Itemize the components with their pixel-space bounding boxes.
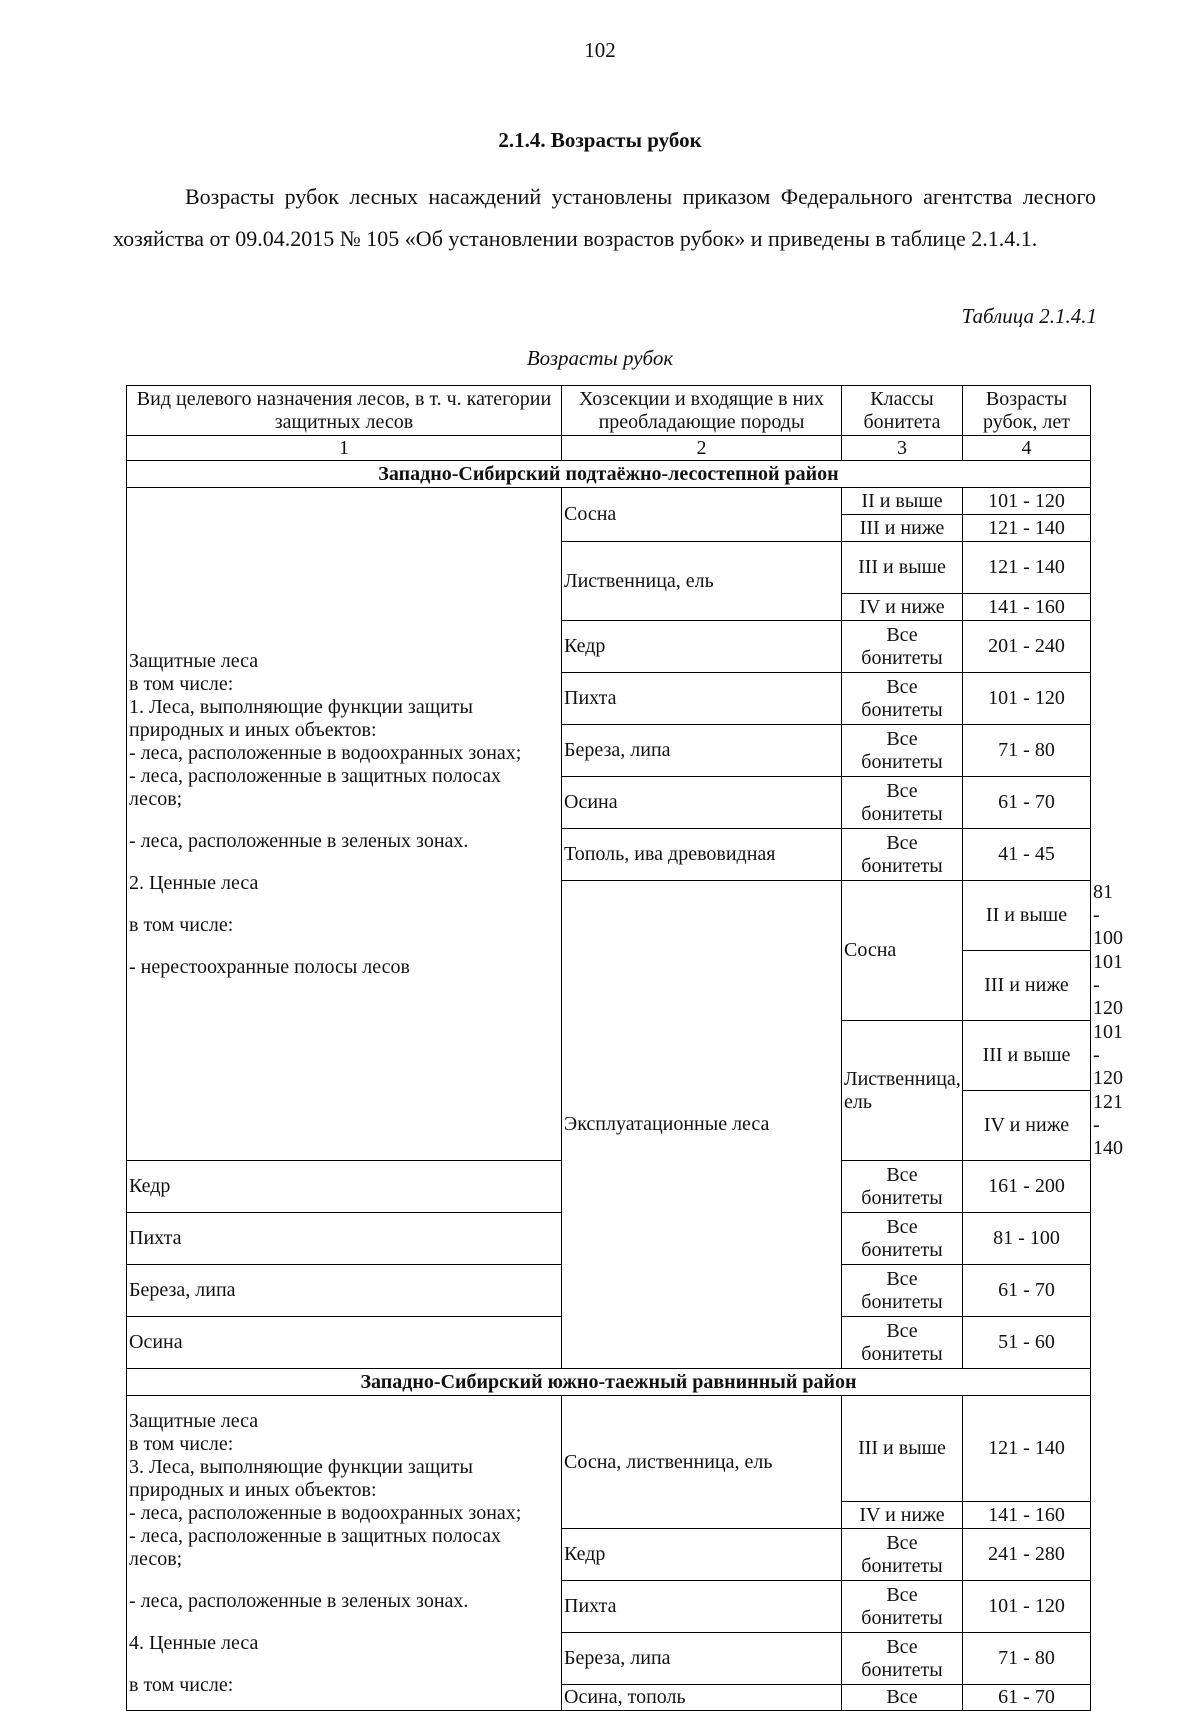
bonitet-cell: Все бонитеты bbox=[842, 673, 963, 725]
bonitet-cell: II и выше bbox=[963, 881, 1091, 951]
age-cell: 61 - 70 bbox=[963, 1685, 1091, 1711]
bonitet-cell: Все bbox=[842, 1685, 963, 1711]
forest-text-line: в том числе: bbox=[129, 914, 234, 936]
species-cell: Береза, липа bbox=[127, 1265, 562, 1317]
table-label: Таблица 2.1.4.1 bbox=[961, 304, 1097, 328]
forest-text-line: 3. Леса, выполняющие функции защиты природных и иных объектов: bbox=[129, 1455, 473, 1501]
region-title: Западно-Сибирский подтаёжно-лесостепной район bbox=[127, 461, 1091, 488]
age-cell: 71 - 80 bbox=[963, 725, 1091, 777]
age-cell: 201 - 240 bbox=[963, 621, 1091, 673]
bonitet-cell: Все бонитеты bbox=[842, 1317, 963, 1369]
section-title: 2.1.4. Возрасты рубок bbox=[498, 128, 702, 152]
table-row: Эксплуатационные леса Сосна II и выше 81 - 100 bbox=[127, 881, 1091, 951]
forest-text-line: 1. Леса, выполняющие функции защиты природных и иных объектов: bbox=[129, 696, 473, 741]
species-cell: Пихта bbox=[562, 673, 842, 725]
age-cell: 121 - 140 bbox=[963, 542, 1091, 594]
species-cell: Кедр bbox=[562, 1529, 842, 1581]
column-number-row bbox=[127, 436, 1091, 461]
bonitet-cell: Все бонитеты bbox=[842, 1633, 963, 1685]
bonitet-cell: Все бонитеты bbox=[842, 1161, 963, 1213]
species-cell: Пихта bbox=[127, 1213, 562, 1265]
exploitation-forests-cell: Эксплуатационные леса bbox=[562, 881, 842, 1369]
forest-text-line: в том числе: bbox=[129, 1673, 234, 1696]
cutting-age-table bbox=[126, 385, 1123, 1711]
age-cell: 141 - 160 bbox=[963, 1502, 1091, 1529]
protective-forests-cell bbox=[127, 1396, 562, 1711]
bonitet-cell: III и выше bbox=[842, 542, 963, 594]
bonitet-cell: Все бонитеты bbox=[842, 829, 963, 881]
age-cell: 121 - 140 bbox=[963, 515, 1091, 542]
bonitet-cell: IV и ниже bbox=[842, 1502, 963, 1529]
age-cell: 71 - 80 bbox=[963, 1633, 1091, 1685]
bonitet-cell: IV и ниже bbox=[963, 1091, 1091, 1161]
column-number: 3 bbox=[842, 436, 963, 461]
age-cell: 241 - 280 bbox=[963, 1529, 1091, 1581]
column-number: 2 bbox=[562, 436, 842, 461]
forest-text-line: - леса, расположенные в защитных полосах лесов; bbox=[129, 765, 501, 810]
table-caption: Возрасты рубок bbox=[526, 346, 674, 370]
species-cell: Осина, тополь bbox=[562, 1685, 842, 1711]
forest-text-line: - леса, расположенные в защитных полосах лесов; bbox=[129, 1524, 501, 1570]
bonitet-cell: Все бонитеты bbox=[842, 1529, 963, 1581]
bonitet-cell: III и ниже bbox=[963, 951, 1091, 1021]
region-title: Западно-Сибирский южно-таежный равнинный район bbox=[127, 1369, 1091, 1396]
forest-text-line: - леса, расположенные в водоохранных зонах; bbox=[129, 1501, 522, 1524]
bonitet-cell: Все бонитеты bbox=[842, 621, 963, 673]
forest-text-line: в том числе: bbox=[129, 1432, 234, 1455]
forest-text-line: 2. Ценные леса bbox=[129, 872, 259, 894]
forest-text-line: Защитные леса bbox=[129, 1409, 259, 1432]
bonitet-cell: III и выше bbox=[842, 1396, 963, 1502]
page-number: 102 bbox=[584, 38, 616, 62]
species-cell: Тополь, ива древовидная bbox=[562, 829, 842, 881]
column-number: 1 bbox=[127, 436, 562, 461]
protective-forests-cell bbox=[127, 488, 562, 1161]
species-cell: Сосна, лиственница, ель bbox=[562, 1396, 842, 1529]
bonitet-cell: Все бонитеты bbox=[842, 1213, 963, 1265]
species-cell: Береза, липа bbox=[562, 1633, 842, 1685]
age-cell: 141 - 160 bbox=[963, 594, 1091, 621]
table-row: IV и ниже 121 - 140 bbox=[127, 1091, 1091, 1161]
bonitet-cell: III и выше bbox=[963, 1021, 1091, 1091]
species-cell: Береза, липа bbox=[562, 725, 842, 777]
species-cell: Осина bbox=[127, 1317, 562, 1369]
species-cell: Лиственница, ель bbox=[562, 542, 842, 621]
age-cell: 101 - 120 bbox=[963, 1581, 1091, 1633]
header-forest-purpose: Вид целевого назначения лесов, в т. ч. категории защитных лесов bbox=[127, 386, 562, 436]
age-cell: 81 - 100 bbox=[963, 1213, 1091, 1265]
header-bonitet: Классы бонитета bbox=[842, 386, 963, 436]
age-cell: 121 - 140 bbox=[963, 1396, 1091, 1502]
species-cell: Осина bbox=[562, 777, 842, 829]
forest-text-line: 4. Ценные леса bbox=[129, 1631, 259, 1654]
age-cell: 51 - 60 bbox=[963, 1317, 1091, 1369]
table-row bbox=[127, 488, 1091, 515]
species-cell: Кедр bbox=[562, 621, 842, 673]
column-number: 4 bbox=[963, 436, 1091, 461]
region-row bbox=[127, 461, 1091, 488]
bonitet-cell: II и выше bbox=[842, 488, 963, 515]
region-row bbox=[127, 1369, 1091, 1396]
species-cell: Пихта bbox=[562, 1581, 842, 1633]
species-cell: Сосна bbox=[562, 488, 842, 542]
intro-paragraph: Возрасты рубок лесных насаждений установлены приказом Федерального агентства лесного хозяйства от 09.04.2015 № 105 «Об установлении возрастов рубок» и приведены в таблице 2.1.4.1. bbox=[113, 184, 1096, 251]
bonitet-cell: Все бонитеты bbox=[842, 1581, 963, 1633]
forest-text-line: Защитные леса bbox=[129, 650, 259, 672]
forest-text-line: - леса, расположенные в водоохранных зонах; bbox=[129, 742, 522, 764]
forest-text-line: - леса, расположенные в зеленых зонах. bbox=[129, 1589, 469, 1612]
table-row bbox=[127, 1396, 1091, 1502]
bonitet-cell: Все бонитеты bbox=[842, 777, 963, 829]
bonitet-cell: IV и ниже bbox=[842, 594, 963, 621]
species-cell: Сосна bbox=[842, 881, 963, 1021]
bonitet-cell: Все бонитеты bbox=[842, 725, 963, 777]
species-cell: Кедр bbox=[127, 1161, 562, 1213]
age-cell: 61 - 70 bbox=[963, 777, 1091, 829]
age-cell: 41 - 45 bbox=[963, 829, 1091, 881]
forest-text-line: в том числе: bbox=[129, 673, 234, 695]
header-cutting-age: Возрасты рубок, лет bbox=[963, 386, 1091, 436]
table-header-row bbox=[127, 386, 1091, 436]
age-cell: 101 - 120 bbox=[963, 673, 1091, 725]
species-cell: Лиственница, ель bbox=[842, 1021, 963, 1161]
age-cell: 161 - 200 bbox=[963, 1161, 1091, 1213]
header-species: Хозсекции и входящие в них преобладающие породы bbox=[562, 386, 842, 436]
bonitet-cell: III и ниже bbox=[842, 515, 963, 542]
age-cell: 61 - 70 bbox=[963, 1265, 1091, 1317]
age-cell: 101 - 120 bbox=[963, 488, 1091, 515]
table-row: Лиственница, ель III и выше 101 - 120 bbox=[127, 1021, 1091, 1091]
forest-text-line: - леса, расположенные в зеленых зонах. bbox=[129, 830, 469, 852]
table-row: III и ниже 101 - 120 bbox=[127, 951, 1091, 1021]
forest-text-line: - нерестоохранные полосы лесов bbox=[129, 956, 410, 978]
bonitet-cell: Все бонитеты bbox=[842, 1265, 963, 1317]
